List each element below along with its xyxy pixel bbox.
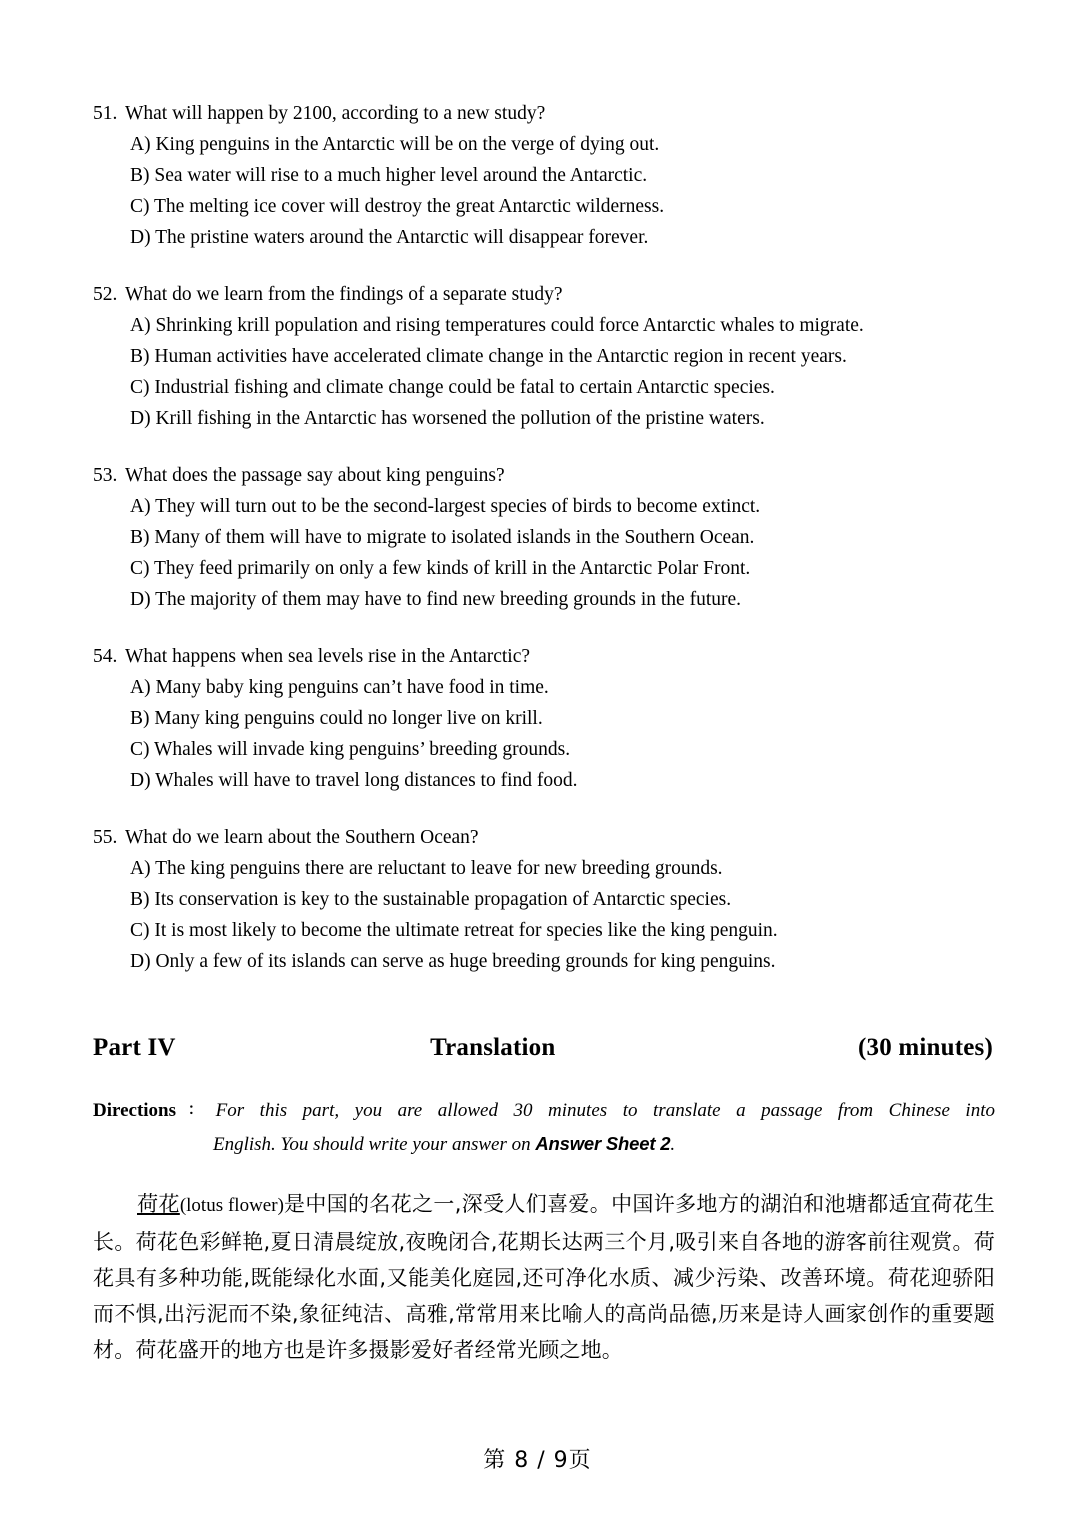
option-a[interactable]: A) They will turn out to be the second-largest species of birds to become extinct. <box>130 496 761 517</box>
option-d[interactable]: D) Only a few of its islands can serve as huge breeding grounds for king penguins. <box>130 951 776 972</box>
part-heading <box>93 1034 993 1062</box>
question-stem <box>93 98 993 129</box>
part-time-allowance: (30 minutes) <box>857 1034 993 1061</box>
question-stem <box>93 822 993 853</box>
question-number: 51. <box>93 103 118 124</box>
question-block <box>93 641 993 796</box>
option-c[interactable]: C) Industrial fishing and climate change could be fatal to certain Antarctic species. <box>130 377 775 398</box>
part-title: Translation <box>430 1034 556 1061</box>
option-c[interactable]: C) Whales will invade king penguins’ breeding grounds. <box>130 739 571 760</box>
directions-line-1 <box>93 1096 995 1127</box>
question-text: What will happen by 2100, according to a new study? <box>125 103 546 124</box>
question-block <box>93 822 993 977</box>
option-c[interactable]: C) They feed primarily on only a few kinds of krill in the Antarctic Polar Front. <box>130 558 751 579</box>
question-stem <box>93 279 993 310</box>
questions-section <box>93 98 993 977</box>
question-number: 54. <box>93 646 118 667</box>
option-c[interactable]: C) It is most likely to become the ultimate retreat for species like the king penguin. <box>130 920 778 941</box>
question-stem <box>93 641 993 672</box>
directions-label: Directions <box>93 1100 177 1121</box>
option-a[interactable]: A) King penguins in the Antarctic will be on the verge of dying out. <box>130 134 660 155</box>
option-b[interactable]: B) Many king penguins could no longer live on krill. <box>130 708 543 729</box>
option-b[interactable]: B) Human activities have accelerated climate change in the Antarctic region in recent years. <box>130 346 847 367</box>
option-a[interactable]: A) Shrinking krill population and rising temperatures could force Antarctic whales to migrate. <box>130 315 864 336</box>
option-c[interactable]: C) The melting ice cover will destroy the great Antarctic wilderness. <box>130 196 665 217</box>
passage-body: 是中国的名花之一,深受人们喜爱。中国许多地方的湖泊和池塘都适宜荷花生长。荷花色彩鲜艳,夏日清晨绽放,夜晚闭合,花期长达两三个月,吸引来自各地的游客前往观赏。荷花具有多种功能,既能绿化水面,又能美化庭园,还可净化水质、减少污染、改善环境。荷花迎骄阳而不惧,出污泥而不染,象征纯洁、高雅,常常用来比喻人的高尚品德,历来是诗人画家创作的重要题材。荷花盛开的地方也是许多摄影爱好者经常光顾之地。 <box>93 1192 995 1362</box>
option-d[interactable]: D) Whales will have to travel long distances to find food. <box>130 770 578 791</box>
translation-passage <box>93 1186 995 1368</box>
question-block <box>93 279 993 434</box>
question-number: 55. <box>93 827 118 848</box>
question-block <box>93 460 993 615</box>
directions-text-end: . <box>670 1134 676 1155</box>
option-d[interactable]: D) Krill fishing in the Antarctic has worsened the pollution of the pristine waters. <box>130 408 765 429</box>
option-b[interactable]: B) Sea water will rise to a much higher level around the Antarctic. <box>130 165 648 186</box>
directions-text: For this part, you are allowed 30 minutes to translate a passage from Chinese into <box>215 1100 995 1121</box>
option-list <box>93 129 993 253</box>
question-number: 53. <box>93 465 118 486</box>
question-text: What does the passage say about king penguins? <box>125 465 505 486</box>
option-list <box>93 853 993 977</box>
directions-text-continued: English. You should write your answer on <box>213 1134 536 1155</box>
option-list <box>93 672 993 796</box>
directions-line-2 <box>93 1129 995 1160</box>
option-d[interactable]: D) The majority of them may have to find new breeding grounds in the future. <box>130 589 742 610</box>
question-text: What happens when sea levels rise in the Antarctic? <box>125 646 531 667</box>
english-gloss: (lotus flower) <box>179 1195 284 1216</box>
option-list <box>93 310 993 434</box>
part-label: Part IV <box>93 1034 176 1061</box>
question-text: What do we learn about the Southern Ocean? <box>125 827 479 848</box>
option-d[interactable]: D) The pristine waters around the Antarctic will disappear forever. <box>130 227 649 248</box>
underlined-term: 荷花 <box>137 1192 180 1216</box>
directions-block <box>93 1096 995 1160</box>
question-block <box>93 98 993 253</box>
directions-colon: ： <box>177 1102 214 1118</box>
option-list <box>93 491 993 615</box>
option-b[interactable]: B) Its conservation is key to the sustainable propagation of Antarctic species. <box>130 889 732 910</box>
page-footer: 第 8 / 9页 <box>483 1448 592 1473</box>
option-b[interactable]: B) Many of them will have to migrate to isolated islands in the Southern Ocean. <box>130 527 755 548</box>
question-number: 52. <box>93 284 118 305</box>
option-a[interactable]: A) The king penguins there are reluctant to leave for new breeding grounds. <box>130 858 723 879</box>
question-text: What do we learn from the findings of a separate study? <box>125 284 563 305</box>
option-a[interactable]: A) Many baby king penguins can’t have food in time. <box>130 677 549 698</box>
question-stem <box>93 460 993 491</box>
answer-sheet-reference: Answer Sheet 2 <box>535 1133 671 1154</box>
